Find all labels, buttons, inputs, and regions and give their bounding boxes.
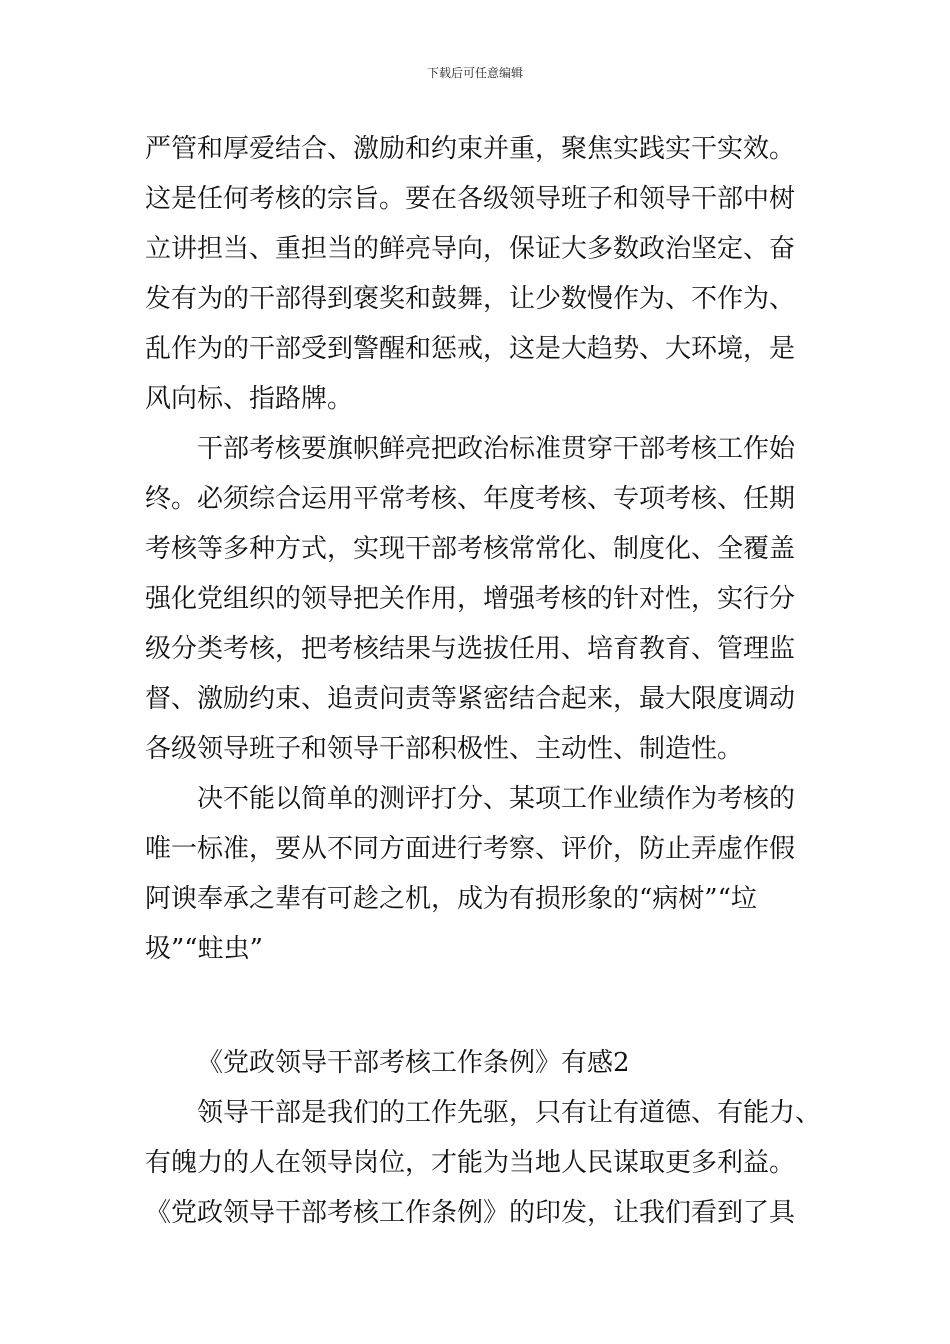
text-line: 唯一标准，要从不同方面进行考察、评价，防止弄虚作假: [145, 834, 796, 864]
paragraph-2: [145, 424, 835, 774]
text-line: 圾”“蛀虫”: [145, 934, 263, 964]
text-line: 风向标、指路牌。: [145, 384, 354, 414]
text-line: 阿谀奉承之辈有可趁之机，成为有损形象的“病树”“垃: [145, 884, 757, 914]
section-title: 《党政领导干部考核工作条例》有感2: [197, 1048, 630, 1078]
text-line: 强化党组织的领导把关作用，增强考核的针对性，实行分: [145, 584, 796, 614]
page-header: 下载后可任意编辑: [426, 66, 523, 80]
text-line: 发有为的干部得到褒奖和鼓舞，让少数慢作为、不作为、: [145, 284, 796, 314]
text-line: 《党政领导干部考核工作条例》的印发，让我们看到了具: [145, 1198, 796, 1228]
text-line: 领导干部是我们的工作先驱，只有让有道德、有能力、: [197, 1098, 822, 1128]
text-line: 督、激励约束、追责问责等紧密结合起来，最大限度调动: [145, 684, 796, 714]
text-line: 决不能以简单的测评打分、某项工作业绩作为考核的: [197, 784, 796, 814]
paragraph-1: [145, 124, 835, 424]
text-line: 干部考核要旗帜鲜亮把政治标准贯穿干部考核工作始: [197, 434, 796, 464]
text-line: 级分类考核，把考核结果与选拔任用、培育教育、管理监: [145, 634, 796, 664]
paragraph-3: [145, 774, 835, 974]
section-gap: [145, 974, 835, 1038]
text-line: 立讲担当、重担当的鲜亮导向，保证大多数政治坚定、奋: [145, 234, 796, 264]
text-line: 考核等多种方式，实现干部考核常常化、制度化、全覆盖: [145, 534, 796, 564]
text-line: 有魄力的人在领导岗位，才能为当地人民谋取更多利益。: [145, 1148, 796, 1178]
text-line: 终。必须综合运用平常考核、年度考核、专项考核、任期: [145, 484, 796, 514]
text-line: 这是任何考核的宗旨。要在各级领导班子和领导干部中树: [145, 184, 796, 214]
paragraph-4: [145, 1088, 835, 1238]
document-body: [145, 124, 835, 1238]
text-line: 严管和厚爱结合、激励和约束并重，聚焦实践实干实效。: [145, 134, 796, 164]
text-line: 乱作为的干部受到警醒和惩戒，这是大趋势、大环境，是: [145, 334, 796, 364]
text-line: 各级领导班子和领导干部积极性、主动性、制造性。: [145, 734, 744, 764]
